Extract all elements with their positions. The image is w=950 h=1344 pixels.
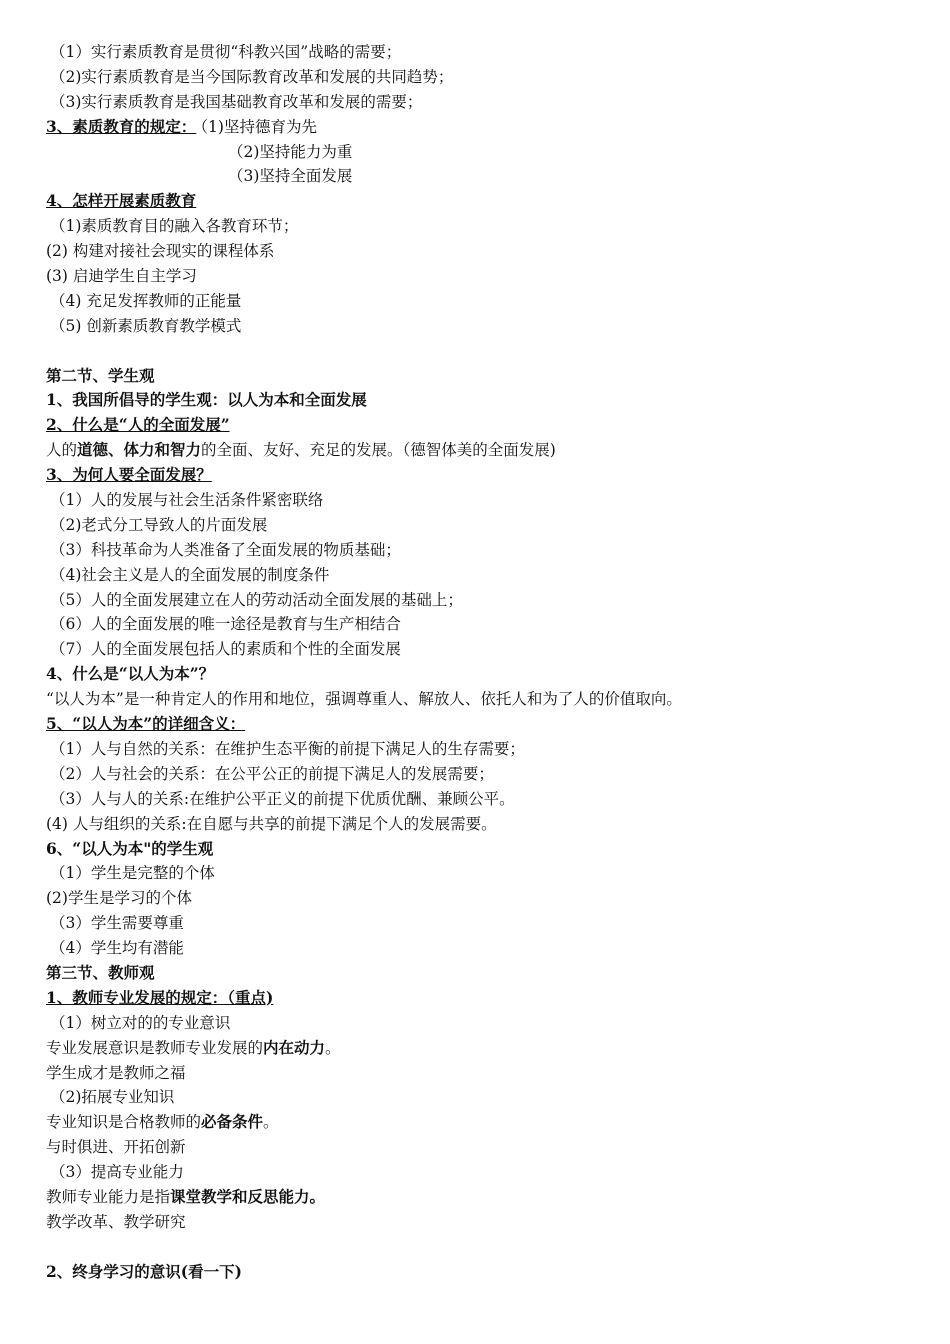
plain-text: 人的 bbox=[46, 441, 78, 460]
text-line: （3)坚持全面发展 bbox=[228, 167, 353, 186]
section-heading bbox=[46, 364, 926, 389]
heading-text: 1、我国所倡导的学生观：以人为本和全面发展 bbox=[46, 390, 367, 410]
text-line bbox=[46, 1110, 926, 1135]
heading-text: 2、终身学习的意识(看一下) bbox=[46, 1261, 242, 1281]
blank-line bbox=[46, 1235, 926, 1260]
text-line: （1）学生是完整的个体 bbox=[50, 864, 215, 883]
section-heading bbox=[46, 189, 926, 214]
text-line: 学生成才是教师之福 bbox=[46, 1063, 186, 1082]
text-line: (3) 启迪学生自主学习 bbox=[46, 267, 197, 286]
text-line: （3）科技革命为人类准备了全面发展的物质基础； bbox=[50, 540, 401, 559]
text-line: 教学改革、教学研究 bbox=[46, 1212, 186, 1231]
text-line: （2)老式分工导致人的片面发展 bbox=[50, 515, 268, 534]
text-line: （4)社会主义是人的全面发展的制度条件 bbox=[50, 565, 330, 584]
text-line: （1）人的发展与社会生活条件紧密联络 bbox=[50, 491, 324, 510]
text-line: （2)拓展专业知识 bbox=[50, 1088, 175, 1107]
text-line: （2）人与社会的关系：在公平公正的前提下满足人的发展需要； bbox=[50, 764, 494, 783]
text-line: (2)学生是学习的个体 bbox=[46, 889, 192, 908]
heading-text: 3、素质教育的规定： bbox=[46, 116, 197, 136]
emphasis-text: 道德、体力和智力 bbox=[77, 440, 202, 460]
heading-text: 2、什么是“人的全面发展” bbox=[46, 415, 230, 435]
text-line bbox=[46, 1036, 926, 1061]
text-line: （1）实行素质教育是贯彻“科教兴国”战略的需要； bbox=[50, 43, 402, 61]
text-line: （2)坚持能力为重 bbox=[228, 142, 353, 161]
heading-text: 1、教师专业发展的规定：（重点) bbox=[46, 987, 274, 1007]
text-line: （1）树立对的的专业意识 bbox=[50, 1013, 231, 1032]
heading-with-item bbox=[46, 115, 926, 140]
text-line bbox=[46, 438, 926, 463]
emphasis-text: 内在动力 bbox=[263, 1037, 326, 1057]
text-line: （1)素质教育目的融入各教育环节； bbox=[50, 217, 299, 236]
text-line: （6）人的全面发展的唯一途径是教育与生产相结合 bbox=[50, 615, 401, 634]
text-line: （5) 创新素质教育教学模式 bbox=[50, 316, 242, 335]
heading-text: 4、什么是“以人为本”？ bbox=[46, 664, 215, 684]
plain-text: 。 bbox=[263, 1113, 279, 1132]
text-line: （3)实行素质教育是我国基础教育改革和发展的需要； bbox=[50, 92, 423, 111]
text-line: （3）学生需要尊重 bbox=[50, 914, 184, 933]
blank-line bbox=[46, 339, 926, 364]
section-heading bbox=[46, 961, 926, 986]
heading-text: 5、“以人为本”的详细含义： bbox=[46, 714, 246, 734]
text-line: （5）人的全面发展建立在人的劳动活动全面发展的基础上； bbox=[50, 590, 463, 609]
section-heading bbox=[46, 463, 926, 488]
emphasis-text: 必备条件 bbox=[201, 1112, 264, 1132]
text-line: （4）学生均有潜能 bbox=[50, 939, 184, 958]
text-line: （4) 充足发挥教师的正能量 bbox=[50, 291, 242, 310]
section-heading bbox=[46, 662, 926, 687]
section-heading bbox=[46, 712, 926, 737]
text-line: （7）人的全面发展包括人的素质和个性的全面发展 bbox=[50, 640, 401, 659]
heading-text: 第二节、学生观 bbox=[46, 365, 155, 385]
heading-text: 4、怎样开展素质教育 bbox=[46, 191, 197, 211]
section-heading bbox=[46, 413, 926, 438]
heading-text: 第三节、教师观 bbox=[46, 962, 155, 982]
text-line bbox=[46, 1185, 926, 1210]
text-line: （1）人与自然的关系：在维护生态平衡的前提下满足人的生存需要； bbox=[50, 739, 525, 758]
text-line: 与时俱进、开拓创新 bbox=[46, 1138, 186, 1157]
emphasis-text: 课堂教学和反思能力。 bbox=[170, 1186, 326, 1206]
heading-text: 3、为何人要全面发展？ bbox=[46, 465, 212, 485]
text-line: “以人为本”是一种肯定人的作用和地位，强调尊重人、解放人、依托人和为了人的价值取向。 bbox=[46, 690, 682, 709]
text-line: （2)实行素质教育是当今国际教育改革和发展的共同趋势； bbox=[50, 67, 454, 86]
text-line: （3）提高专业能力 bbox=[50, 1163, 184, 1182]
plain-text: 。 bbox=[325, 1038, 341, 1057]
section-heading bbox=[46, 388, 926, 413]
plain-text: 教师专业能力是指 bbox=[46, 1187, 171, 1206]
section-heading bbox=[46, 837, 926, 862]
section-heading bbox=[46, 986, 926, 1011]
text-line: （3）人与人的关系:在维护公平正义的前提下优质优酬、兼顾公平。 bbox=[50, 789, 515, 808]
item-text: （1)坚持德育为先 bbox=[200, 117, 317, 136]
plain-text: 专业知识是合格教师的 bbox=[46, 1113, 202, 1132]
text-line: (2) 构建对接社会现实的课程体系 bbox=[46, 242, 275, 261]
text-line: (4) 人与组织的关系:在自愿与共享的前提下满足个人的发展需要。 bbox=[46, 814, 497, 833]
section-heading bbox=[46, 1260, 926, 1285]
document-page bbox=[46, 40, 926, 1285]
plain-text: 的全面、友好、充足的发展。（德智体美的全面发展) bbox=[201, 441, 556, 460]
heading-text: 6、“以人为本"的学生观 bbox=[46, 838, 214, 858]
plain-text: 专业发展意识是教师专业发展的 bbox=[46, 1038, 264, 1057]
